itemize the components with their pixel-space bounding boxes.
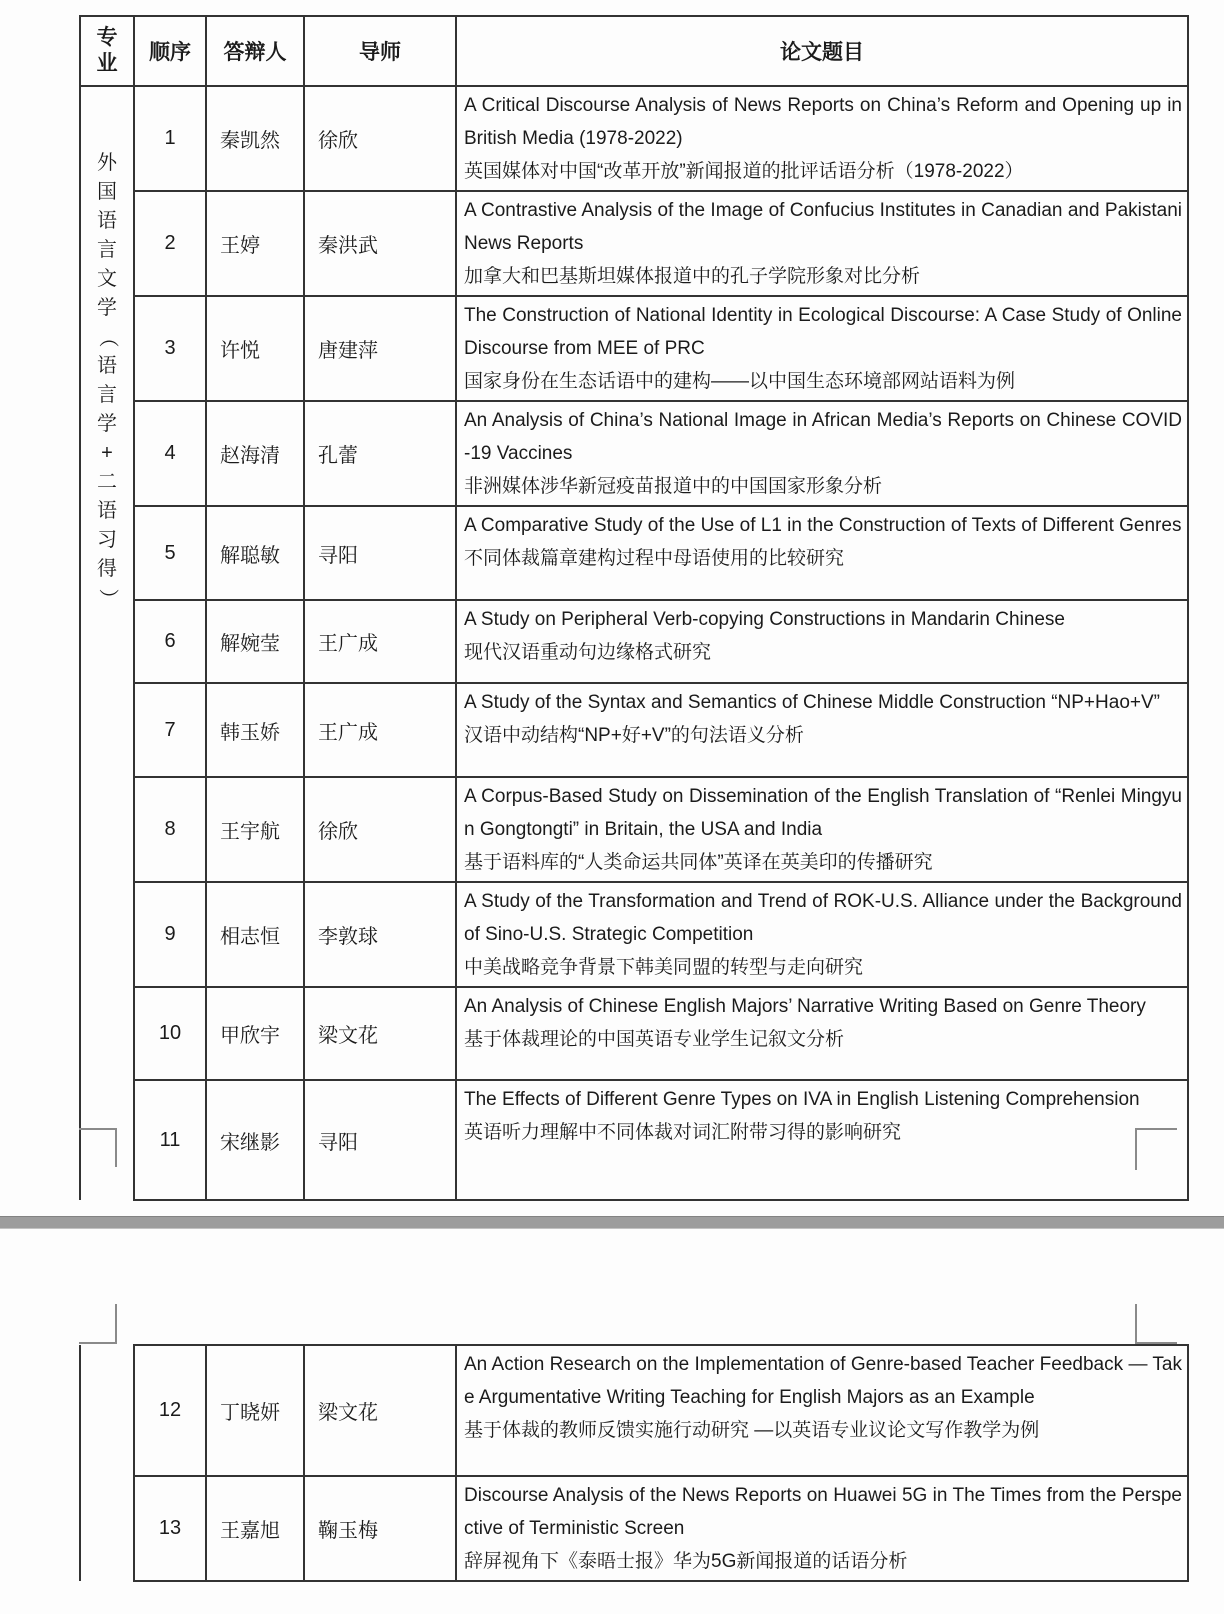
thesis-title-zh: 基于体裁理论的中国英语专业学生记叙文分析 [464, 1029, 845, 1050]
order-cell: 4 [134, 401, 206, 506]
order-cell: 13 [134, 1476, 206, 1581]
defender-cell: 王嘉旭 [206, 1476, 304, 1581]
thesis-title-en: An Analysis of China’s National Image in African Media’s Reports on Chinese COVID-19 Vaccines [464, 410, 1182, 464]
thesis-title-cell [456, 401, 1188, 506]
major-vertical-char: 学 [97, 413, 117, 435]
major-vertical-char: 外 [97, 152, 117, 174]
advisor-cell: 寻阳 [304, 506, 456, 600]
table-row [80, 777, 1188, 882]
thesis-title-zh: 不同体裁篇章建构过程中母语使用的比较研究 [464, 548, 845, 569]
thesis-title-zh: 基于体裁的教师反馈实施行动研究 —以英语专业议论文写作教学为例 [464, 1420, 1040, 1441]
thesis-title-zh: 辞屏视角下《泰晤士报》华为5G新闻报道的话语分析 [464, 1551, 908, 1572]
thesis-title-cell [456, 86, 1188, 191]
thesis-title-cell [456, 191, 1188, 296]
page2-top-left-margin-mark [79, 1304, 117, 1344]
order-cell: 9 [134, 882, 206, 987]
major-vertical-char: + [101, 442, 113, 464]
advisor-cell: 徐欣 [304, 86, 456, 191]
defender-cell: 许悦 [206, 296, 304, 401]
page1-bottom-left-margin-mark [79, 1128, 117, 1167]
table-row [80, 401, 1188, 506]
table-row [80, 1345, 1188, 1476]
defender-cell: 王婷 [206, 191, 304, 296]
thesis-title-en: The Construction of National Identity in Ecological Discourse: A Case Study of Online Discourse from MEE of PRC [464, 305, 1182, 359]
table-row [80, 506, 1188, 600]
thesis-title-zh: 加拿大和巴基斯坦媒体报道中的孔子学院形象对比分析 [464, 266, 921, 287]
major-vertical-char: 言 [97, 384, 117, 406]
major-vertical-char: 国 [97, 181, 117, 203]
advisor-cell: 王广成 [304, 683, 456, 777]
order-cell: 12 [134, 1345, 206, 1476]
major-vertical-char: （ [96, 327, 119, 348]
major-vertical-char: 二 [97, 471, 117, 493]
order-cell: 6 [134, 600, 206, 683]
major-vertical-char: 言 [97, 239, 117, 261]
header-row [80, 16, 1188, 86]
defender-cell: 相志恒 [206, 882, 304, 987]
advisor-cell: 梁文花 [304, 1345, 456, 1476]
thesis-title-en: A Study of the Transformation and Trend of ROK-U.S. Alliance under the Background of Sino-U.S. Strategic Competition [464, 891, 1182, 945]
advisor-cell: 梁文花 [304, 987, 456, 1080]
thesis-title-cell [456, 600, 1188, 683]
thesis-title-en: Discourse Analysis of the News Reports on Huawei 5G in The Times from the Perspective of Terministic Screen [464, 1485, 1182, 1539]
order-cell: 8 [134, 777, 206, 882]
table-row [80, 882, 1188, 987]
thesis-title-cell [456, 1345, 1188, 1476]
header-advisor: 导师 [304, 16, 456, 86]
order-cell: 1 [134, 86, 206, 191]
major-vertical-char: 语 [97, 355, 117, 377]
thesis-title-cell [456, 506, 1188, 600]
order-cell: 11 [134, 1080, 206, 1200]
advisor-cell: 鞠玉梅 [304, 1476, 456, 1581]
major-vertical-char: 学 [97, 297, 117, 319]
major-group-continuation-cell [80, 1345, 134, 1581]
thesis-title-zh: 汉语中动结构“NP+好+V”的句法语义分析 [464, 725, 804, 746]
advisor-cell: 徐欣 [304, 777, 456, 882]
defense-schedule-table-page2 [79, 1344, 1189, 1582]
thesis-title-en: A Critical Discourse Analysis of News Reports on China’s Reform and Opening up in British Media (1978-2022) [464, 95, 1182, 149]
order-cell: 7 [134, 683, 206, 777]
major-vertical-char: 文 [97, 268, 117, 290]
thesis-title-cell [456, 683, 1188, 777]
order-cell: 5 [134, 506, 206, 600]
defense-schedule-table-page1 [79, 15, 1189, 1201]
defender-cell: 宋继影 [206, 1080, 304, 1200]
defender-cell: 王宇航 [206, 777, 304, 882]
major-vertical-char: 语 [97, 210, 117, 232]
thesis-title-cell [456, 1476, 1188, 1581]
advisor-cell: 孔蕾 [304, 401, 456, 506]
order-cell: 10 [134, 987, 206, 1080]
thesis-title-zh: 国家身份在生态话语中的建构——以中国生态环境部网站语料为例 [464, 371, 1016, 392]
thesis-title-zh: 英国媒体对中国“改革开放”新闻报道的批评话语分析（1978-2022） [464, 161, 1024, 182]
page1-bottom-right-margin-mark [1135, 1128, 1177, 1170]
table-row [80, 987, 1188, 1080]
defender-cell: 解聪敏 [206, 506, 304, 600]
thesis-title-en: The Effects of Different Genre Types on IVA in English Listening Comprehension [464, 1089, 1140, 1110]
thesis-title-en: An Action Research on the Implementation of Genre-based Teacher Feedback — Take Argumentative Writing Teaching for English Majors as an Example [464, 1354, 1182, 1408]
defender-cell: 解婉莹 [206, 600, 304, 683]
major-vertical-char: 得 [97, 558, 117, 580]
major-vertical-char: 习 [97, 529, 117, 551]
thesis-title-en: An Analysis of Chinese English Majors’ Narrative Writing Based on Genre Theory [464, 996, 1146, 1017]
thesis-title-zh: 非洲媒体涉华新冠疫苗报道中的中国国家形象分析 [464, 476, 883, 497]
thesis-title-cell [456, 777, 1188, 882]
thesis-title-zh: 英语听力理解中不同体裁对词汇附带习得的影响研究 [464, 1122, 902, 1143]
table-row [80, 191, 1188, 296]
header-order: 顺序 [134, 16, 206, 86]
thesis-title-cell [456, 296, 1188, 401]
page-break-separator [0, 1216, 1224, 1229]
thesis-title-en: A Study on Peripheral Verb-copying Constructions in Mandarin Chinese [464, 609, 1065, 630]
header-thesis-title: 论文题目 [456, 16, 1188, 86]
defender-cell: 韩玉娇 [206, 683, 304, 777]
table-row [80, 600, 1188, 683]
header-major: 专业 [80, 16, 134, 86]
defender-cell: 秦凯然 [206, 86, 304, 191]
thesis-title-cell [456, 882, 1188, 987]
header-defender: 答辩人 [206, 16, 304, 86]
table-row [80, 683, 1188, 777]
table-row [80, 1476, 1188, 1581]
defender-cell: 甲欣宇 [206, 987, 304, 1080]
advisor-cell: 唐建萍 [304, 296, 456, 401]
thesis-title-en: A Corpus-Based Study on Dissemination of the English Translation of “Renlei Mingyun Gongtongti” in Britain, the USA and India [464, 786, 1182, 840]
thesis-title-zh: 现代汉语重动句边缘格式研究 [464, 642, 712, 663]
advisor-cell: 秦洪武 [304, 191, 456, 296]
table-row [80, 1080, 1188, 1200]
defender-cell: 丁晓妍 [206, 1345, 304, 1476]
order-cell: 2 [134, 191, 206, 296]
table-row [80, 296, 1188, 401]
major-vertical-char: 语 [97, 500, 117, 522]
advisor-cell: 寻阳 [304, 1080, 456, 1200]
order-cell: 3 [134, 296, 206, 401]
thesis-title-zh: 基于语料库的“人类命运共同体”英译在英美印的传播研究 [464, 852, 933, 873]
thesis-title-en: A Study of the Syntax and Semantics of Chinese Middle Construction “NP+Hao+V” [464, 692, 1160, 713]
major-vertical-char: ） [96, 588, 119, 609]
advisor-cell: 李敦球 [304, 882, 456, 987]
page2-top-right-margin-mark [1135, 1304, 1177, 1344]
advisor-cell: 王广成 [304, 600, 456, 683]
thesis-title-zh: 中美战略竞争背景下韩美同盟的转型与走向研究 [464, 957, 864, 978]
thesis-title-cell [456, 1080, 1188, 1200]
major-group-cell [80, 86, 134, 1200]
table-row [80, 86, 1188, 191]
thesis-title-cell [456, 987, 1188, 1080]
thesis-title-en: A Comparative Study of the Use of L1 in the Construction of Texts of Different Genres [464, 515, 1182, 536]
defender-cell: 赵海清 [206, 401, 304, 506]
thesis-title-en: A Contrastive Analysis of the Image of Confucius Institutes in Canadian and Pakistani News Reports [464, 200, 1182, 254]
major-group-vertical [81, 149, 133, 613]
